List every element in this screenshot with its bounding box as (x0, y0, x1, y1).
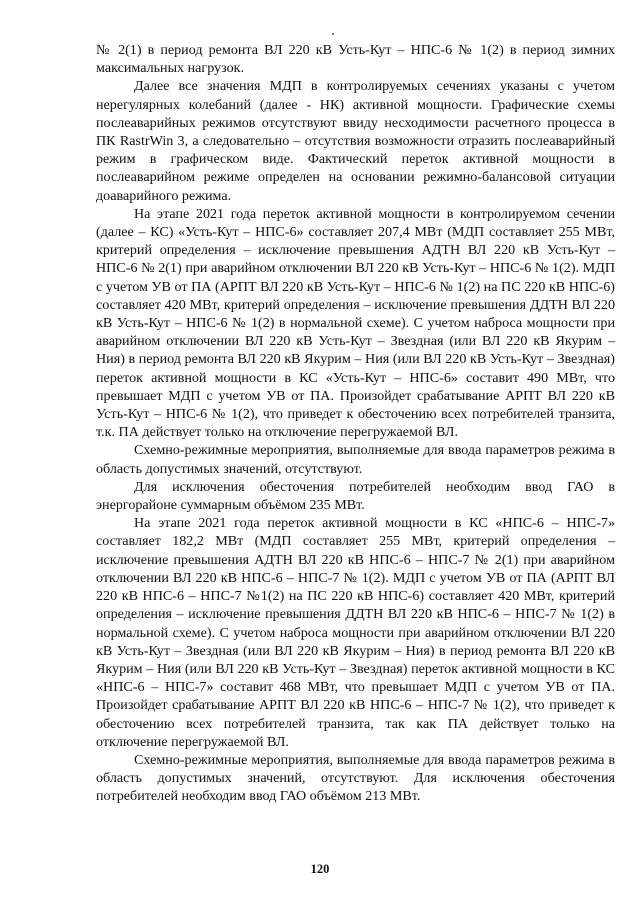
paragraph-continuation: № 2(1) в период ремонта ВЛ 220 кВ Усть-Кут – НПС-6 № 1(2) в период зимних максимальных нагрузок. (96, 42, 615, 77)
paragraph-nps6-nps7: На этапе 2021 года переток активной мощности в КС «НПС-6 – НПС-7» составляет 182,2 МВт (МДП составляет 255 МВт, критерий определения – исключение превышения АДТН ВЛ 220 кВ НПС-6 – НПС-7 № 2(1) при аварийном отключении ВЛ 220 кВ НПС-6 – НПС-7 № 1(2). МДП с учетом УВ от ПА (АРПТ ВЛ 220 кВ НПС-6 – НПС-7 №1(2) на ПС 220 кВ НПС-6) составляет 420 МВт, критерий определения – исключение превышения ДДТН ВЛ 220 кВ НПС-6 – НПС-7 № 1(2) в нормальной схеме). С учетом наброса мощности при аварийном отключении ВЛ 220 кВ Усть-Кут – Звездная (или ВЛ 220 кВ Якурим – Ния) в период ремонта ВЛ 220 кВ Якурим – Ния (или ВЛ 220 кВ Усть-Кут – Звездная) переток активной мощности в КС «НПС-6 – НПС-7» составит 468 МВт, что превышает МДП с учетом УВ от ПА. Произойдет срабатывание АРПТ ВЛ 220 кВ НПС-6 – НПС-7 № 1(2), что приведет к обесточению всех потребителей транзита, так как ПА действует только на отключение перегружаемой ВЛ. (96, 515, 615, 750)
document-body (96, 41, 615, 806)
paragraph-mdp-note: Далее все значения МДП в контролируемых сечениях указаны с учетом нерегулярных колебаний (далее - НК) активной мощности. Графические схемы послеаварийных режимов отсутствуют ввиду несходимости расчетного процесса в ПК RastrWin 3, а следовательно – отсутствия возможности отразить послеаварийный режим в графическом виде. Фактический переток активной мощности в послеаварийном режиме определен на основании режимно-балансовой ситуации доаварийного режима. (96, 78, 615, 204)
scan-speck (332, 33, 334, 35)
paragraph-ust-kut-nps6: На этапе 2021 года переток активной мощности в контролируемом сечении (далее – КС) «Усть-Кут – НПС-6» составляет 207,4 МВт (МДП составляет 255 МВт, критерий определения – исключение превышения АДТН ВЛ 220 кВ Усть-Кут – НПС-6 № 2(1) при аварийном отключении ВЛ 220 кВ Усть-Кут – НПС-6 № 1(2). МДП с учетом УВ от ПА (АРПТ ВЛ 220 кВ Усть-Кут – НПС-6 № 1(2) на ПС 220 кВ НПС-6) составляет 420 МВт, критерий определения – исключение превышения ДДТН ВЛ 220 кВ Усть-Кут – НПС-6 № 1(2) в нормальной схеме). С учетом наброса мощности при аварийном отключении ВЛ 220 кВ Усть-Кут – Звездная (или ВЛ 220 кВ Якурим – Ния) в период ремонта ВЛ 220 кВ Якурим – Ния (или ВЛ 220 кВ Усть-Кут – Звездная) переток активной мощности в КС «Усть-Кут – НПС-6» составит 490 МВт, что превышает МДП с учетом УВ от ПА. Произойдет срабатывание АРПТ ВЛ 220 кВ Усть-Кут – НПС-6 № 1(2), что приведет к обесточению всех потребителей транзита, т.к. ПА действует только на отключение перегружаемой ВЛ. (96, 205, 615, 441)
paragraph-measures-1: Схемно-режимные мероприятия, выполняемые для ввода параметров режима в область допустимых значений, отсутствуют. (96, 442, 615, 477)
paragraph-gao-235: Для исключения обесточения потребителей необходим ввод ГАО в энергорайоне суммарным объёмом 235 МВт. (96, 478, 615, 514)
page-number: 120 (310, 862, 330, 876)
paragraph-measures-2: Схемно-режимные мероприятия, выполняемые для ввода параметров режима в область допустимых значений, отсутствуют. Для исключения обесточения потребителей необходим ввод ГАО объёмом 213 МВт. (96, 751, 615, 805)
